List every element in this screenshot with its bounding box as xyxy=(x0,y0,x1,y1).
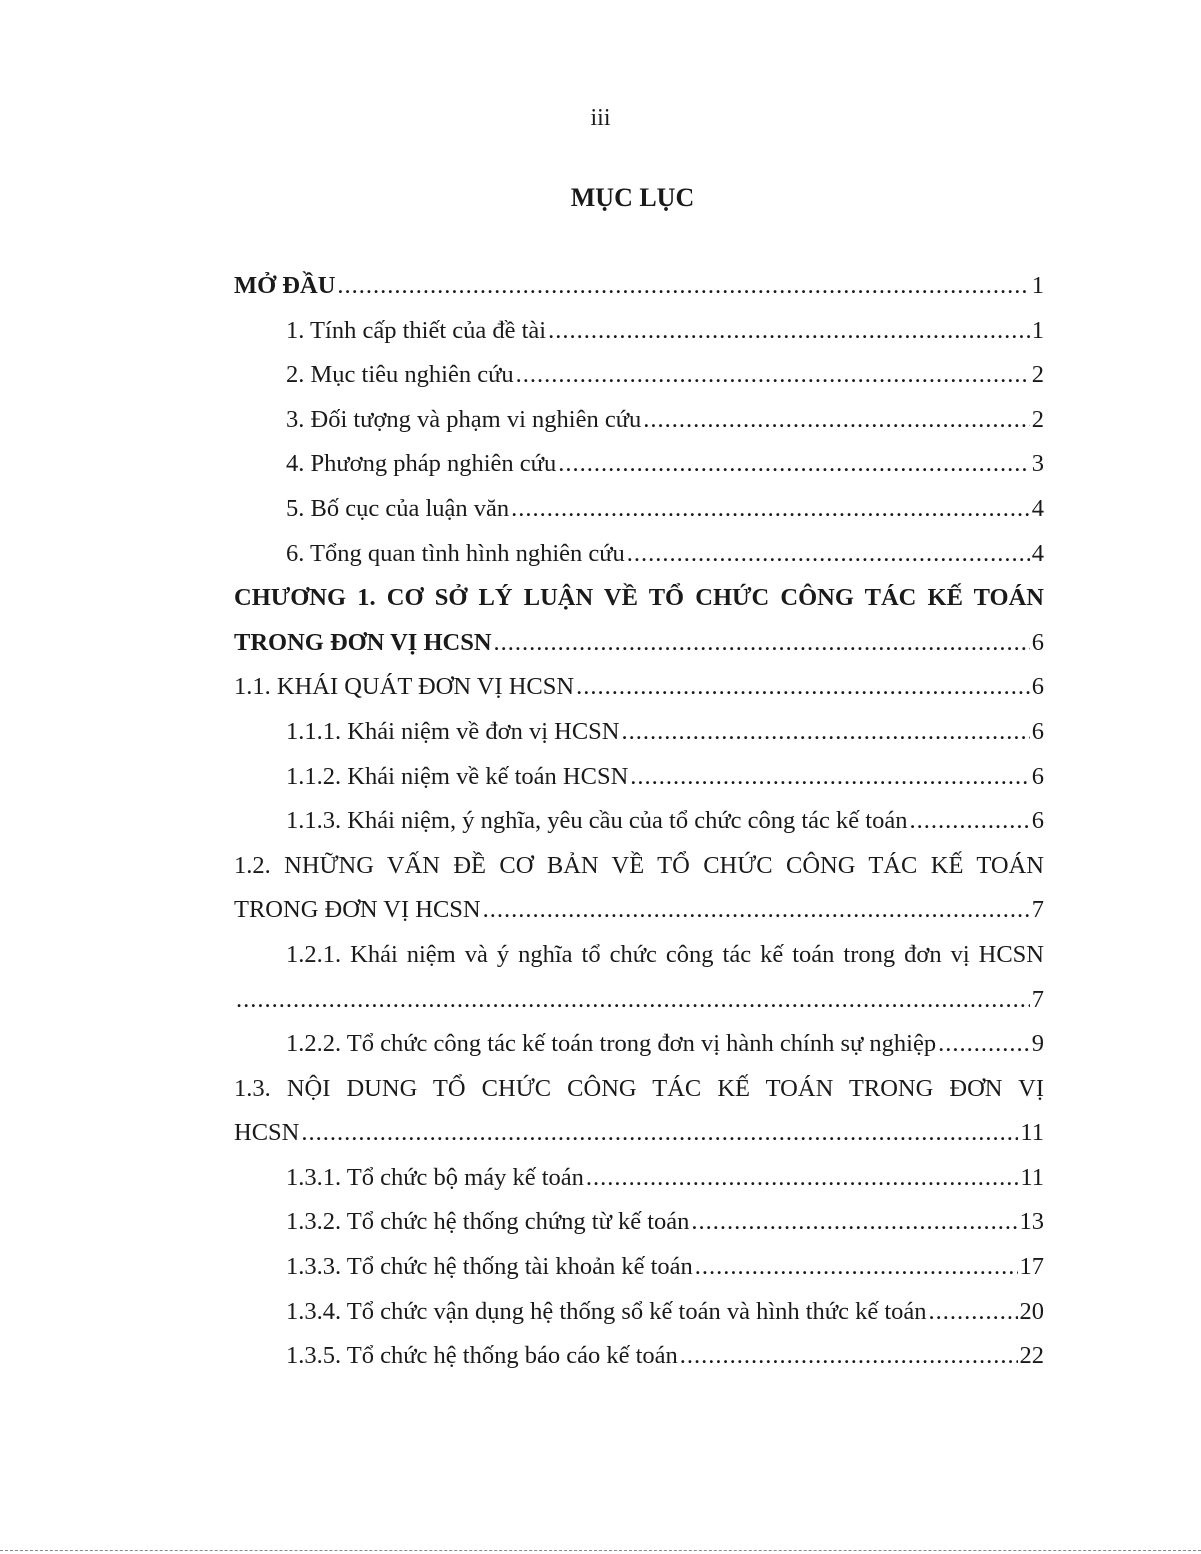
toc-entry-text: HCSN xyxy=(234,1119,300,1147)
toc-entry-page: 1 xyxy=(1031,272,1044,299)
toc-entry-page: 7 xyxy=(1031,896,1044,924)
toc-entry-5[interactable] xyxy=(234,487,1044,532)
toc-entry-chuong-1-line1[interactable] xyxy=(234,576,1044,621)
dot-leader xyxy=(558,442,1030,487)
toc-entry-text: 1.3.3. Tổ chức hệ thống tài khoản kế toán xyxy=(286,1253,693,1281)
toc-entry-page: 22 xyxy=(1019,1342,1044,1370)
toc-entry-text: 2. Mục tiêu nghiên cứu xyxy=(286,361,514,389)
dot-leader xyxy=(236,978,1030,1023)
toc-entry-text: 5. Bố cục của luận văn xyxy=(286,494,510,522)
toc-entry-text: 1.1.2. Khái niệm về kế toán HCSN xyxy=(286,762,629,790)
toc-entry-page: 13 xyxy=(1019,1208,1044,1236)
dot-leader xyxy=(680,1334,1018,1379)
toc-entry-1-3-line1[interactable] xyxy=(234,1067,1044,1112)
toc-entry-page: 20 xyxy=(1019,1297,1044,1325)
dot-leader xyxy=(483,888,1030,933)
dot-leader xyxy=(695,1245,1018,1290)
toc-entry-page: 2 xyxy=(1031,361,1044,389)
toc-entry-text: 1.2.1. Khái niệm và ý nghĩa tổ chức công tác kế toán trong đơn vị HCSN xyxy=(286,940,1044,968)
toc-entry-text: CHƯƠNG 1. CƠ SỞ LÝ LUẬN VỀ TỔ CHỨC CÔNG TÁC KẾ TOÁN xyxy=(234,584,1044,612)
toc-entry-1-1[interactable] xyxy=(234,665,1044,710)
toc-entry-1-2-line2[interactable] xyxy=(234,888,1044,933)
toc-entry-1-3-line2[interactable] xyxy=(234,1111,1044,1156)
toc-entry-page: 17 xyxy=(1019,1253,1044,1281)
toc-entry-text: 1.1.1. Khái niệm về đơn vị HCSN xyxy=(286,717,620,745)
toc-title: MỤC LỤC xyxy=(570,183,695,212)
toc-entry-1-3-4[interactable] xyxy=(234,1290,1044,1335)
dot-leader xyxy=(511,487,1030,532)
toc-entry-1-1-3[interactable] xyxy=(234,799,1044,844)
dot-leader xyxy=(909,799,1029,844)
toc-entry-6[interactable] xyxy=(234,532,1044,577)
page-number: iii xyxy=(590,105,611,131)
dot-leader xyxy=(337,264,1029,309)
toc-entry-3[interactable] xyxy=(234,398,1044,443)
table-of-contents xyxy=(234,264,1044,1379)
toc-entry-1[interactable] xyxy=(234,309,1044,354)
toc-entry-page: 2 xyxy=(1031,405,1044,433)
toc-entry-page: 6 xyxy=(1031,807,1044,835)
toc-entry-1-3-2[interactable] xyxy=(234,1200,1044,1245)
toc-entry-text: TRONG ĐƠN VỊ HCSN xyxy=(234,628,492,656)
toc-entry-1-3-5[interactable] xyxy=(234,1334,1044,1379)
toc-entry-text: TRONG ĐƠN VỊ HCSN xyxy=(234,896,481,924)
dot-leader xyxy=(516,353,1030,398)
toc-entry-1-2-1-line2[interactable] xyxy=(234,978,1044,1023)
toc-entry-1-2-1-line1[interactable] xyxy=(234,933,1044,978)
dot-leader xyxy=(586,1156,1018,1201)
dot-leader xyxy=(938,1022,1030,1067)
toc-entry-page: 1 xyxy=(1031,316,1044,344)
toc-entry-page: 9 xyxy=(1031,1030,1044,1058)
toc-entry-text: MỞ ĐẦU xyxy=(234,272,336,299)
toc-entry-text: 6. Tổng quan tình hình nghiên cứu xyxy=(286,539,625,567)
toc-entry-text: 4. Phương pháp nghiên cứu xyxy=(286,450,557,478)
toc-entry-text: 3. Đối tượng và phạm vi nghiên cứu xyxy=(286,405,642,433)
dot-leader xyxy=(691,1200,1017,1245)
toc-entry-text: 1.3.1. Tổ chức bộ máy kế toán xyxy=(286,1163,584,1191)
toc-entry-page: 6 xyxy=(1031,762,1044,790)
dot-leader xyxy=(494,621,1030,666)
toc-entry-page: 11 xyxy=(1020,1163,1044,1191)
toc-entry-chuong-1-line2[interactable] xyxy=(234,621,1044,666)
toc-entry-text: 1.3.4. Tổ chức vận dụng hệ thống sổ kế toán và hình thức kế toán xyxy=(286,1297,927,1325)
dot-leader xyxy=(929,1290,1018,1335)
toc-entry-1-2-2[interactable] xyxy=(234,1022,1044,1067)
toc-entry-mo-dau[interactable] xyxy=(234,264,1044,309)
toc-entry-4[interactable] xyxy=(234,442,1044,487)
toc-entry-text: 1.3. NỘI DUNG TỔ CHỨC CÔNG TÁC KẾ TOÁN TRONG ĐƠN VỊ xyxy=(234,1074,1044,1102)
page-bottom-edge xyxy=(0,1550,1201,1551)
toc-entry-1-1-2[interactable] xyxy=(234,755,1044,800)
dot-leader xyxy=(548,309,1030,354)
toc-entry-page: 6 xyxy=(1031,673,1044,701)
toc-entry-text: 1. Tính cấp thiết của đề tài xyxy=(286,316,547,344)
dot-leader xyxy=(643,398,1030,443)
toc-entry-2[interactable] xyxy=(234,353,1044,398)
toc-entry-1-3-1[interactable] xyxy=(234,1156,1044,1201)
dot-leader xyxy=(301,1111,1018,1156)
toc-entry-text: 1.2.2. Tổ chức công tác kế toán trong đơn vị hành chính sự nghiệp xyxy=(286,1030,937,1058)
toc-entry-text: 1.3.5. Tổ chức hệ thống báo cáo kế toán xyxy=(286,1342,678,1370)
toc-entry-page: 3 xyxy=(1031,450,1044,478)
toc-entry-page: 11 xyxy=(1020,1119,1044,1147)
toc-entry-page: 6 xyxy=(1031,628,1044,656)
dot-leader xyxy=(621,710,1029,755)
toc-entry-page: 6 xyxy=(1031,717,1044,745)
toc-entry-1-1-1[interactable] xyxy=(234,710,1044,755)
dot-leader xyxy=(630,755,1029,800)
dot-leader xyxy=(627,532,1030,577)
toc-entry-1-2-line1[interactable] xyxy=(234,844,1044,889)
dot-leader xyxy=(576,665,1030,710)
toc-entry-text: 1.2. NHỮNG VẤN ĐỀ CƠ BẢN VỀ TỔ CHỨC CÔNG TÁC KẾ TOÁN xyxy=(234,851,1044,879)
toc-entry-text: 1.3.2. Tổ chức hệ thống chứng từ kế toán xyxy=(286,1208,690,1236)
toc-entry-page: 7 xyxy=(1031,985,1044,1013)
toc-entry-text: 1.1.3. Khái niệm, ý nghĩa, yêu cầu của tổ chức công tác kế toán xyxy=(286,807,908,835)
toc-entry-1-3-3[interactable] xyxy=(234,1245,1044,1290)
toc-entry-text: 1.1. KHÁI QUÁT ĐƠN VỊ HCSN xyxy=(234,673,575,701)
toc-entry-page: 4 xyxy=(1031,539,1044,567)
toc-entry-page: 4 xyxy=(1031,494,1044,522)
